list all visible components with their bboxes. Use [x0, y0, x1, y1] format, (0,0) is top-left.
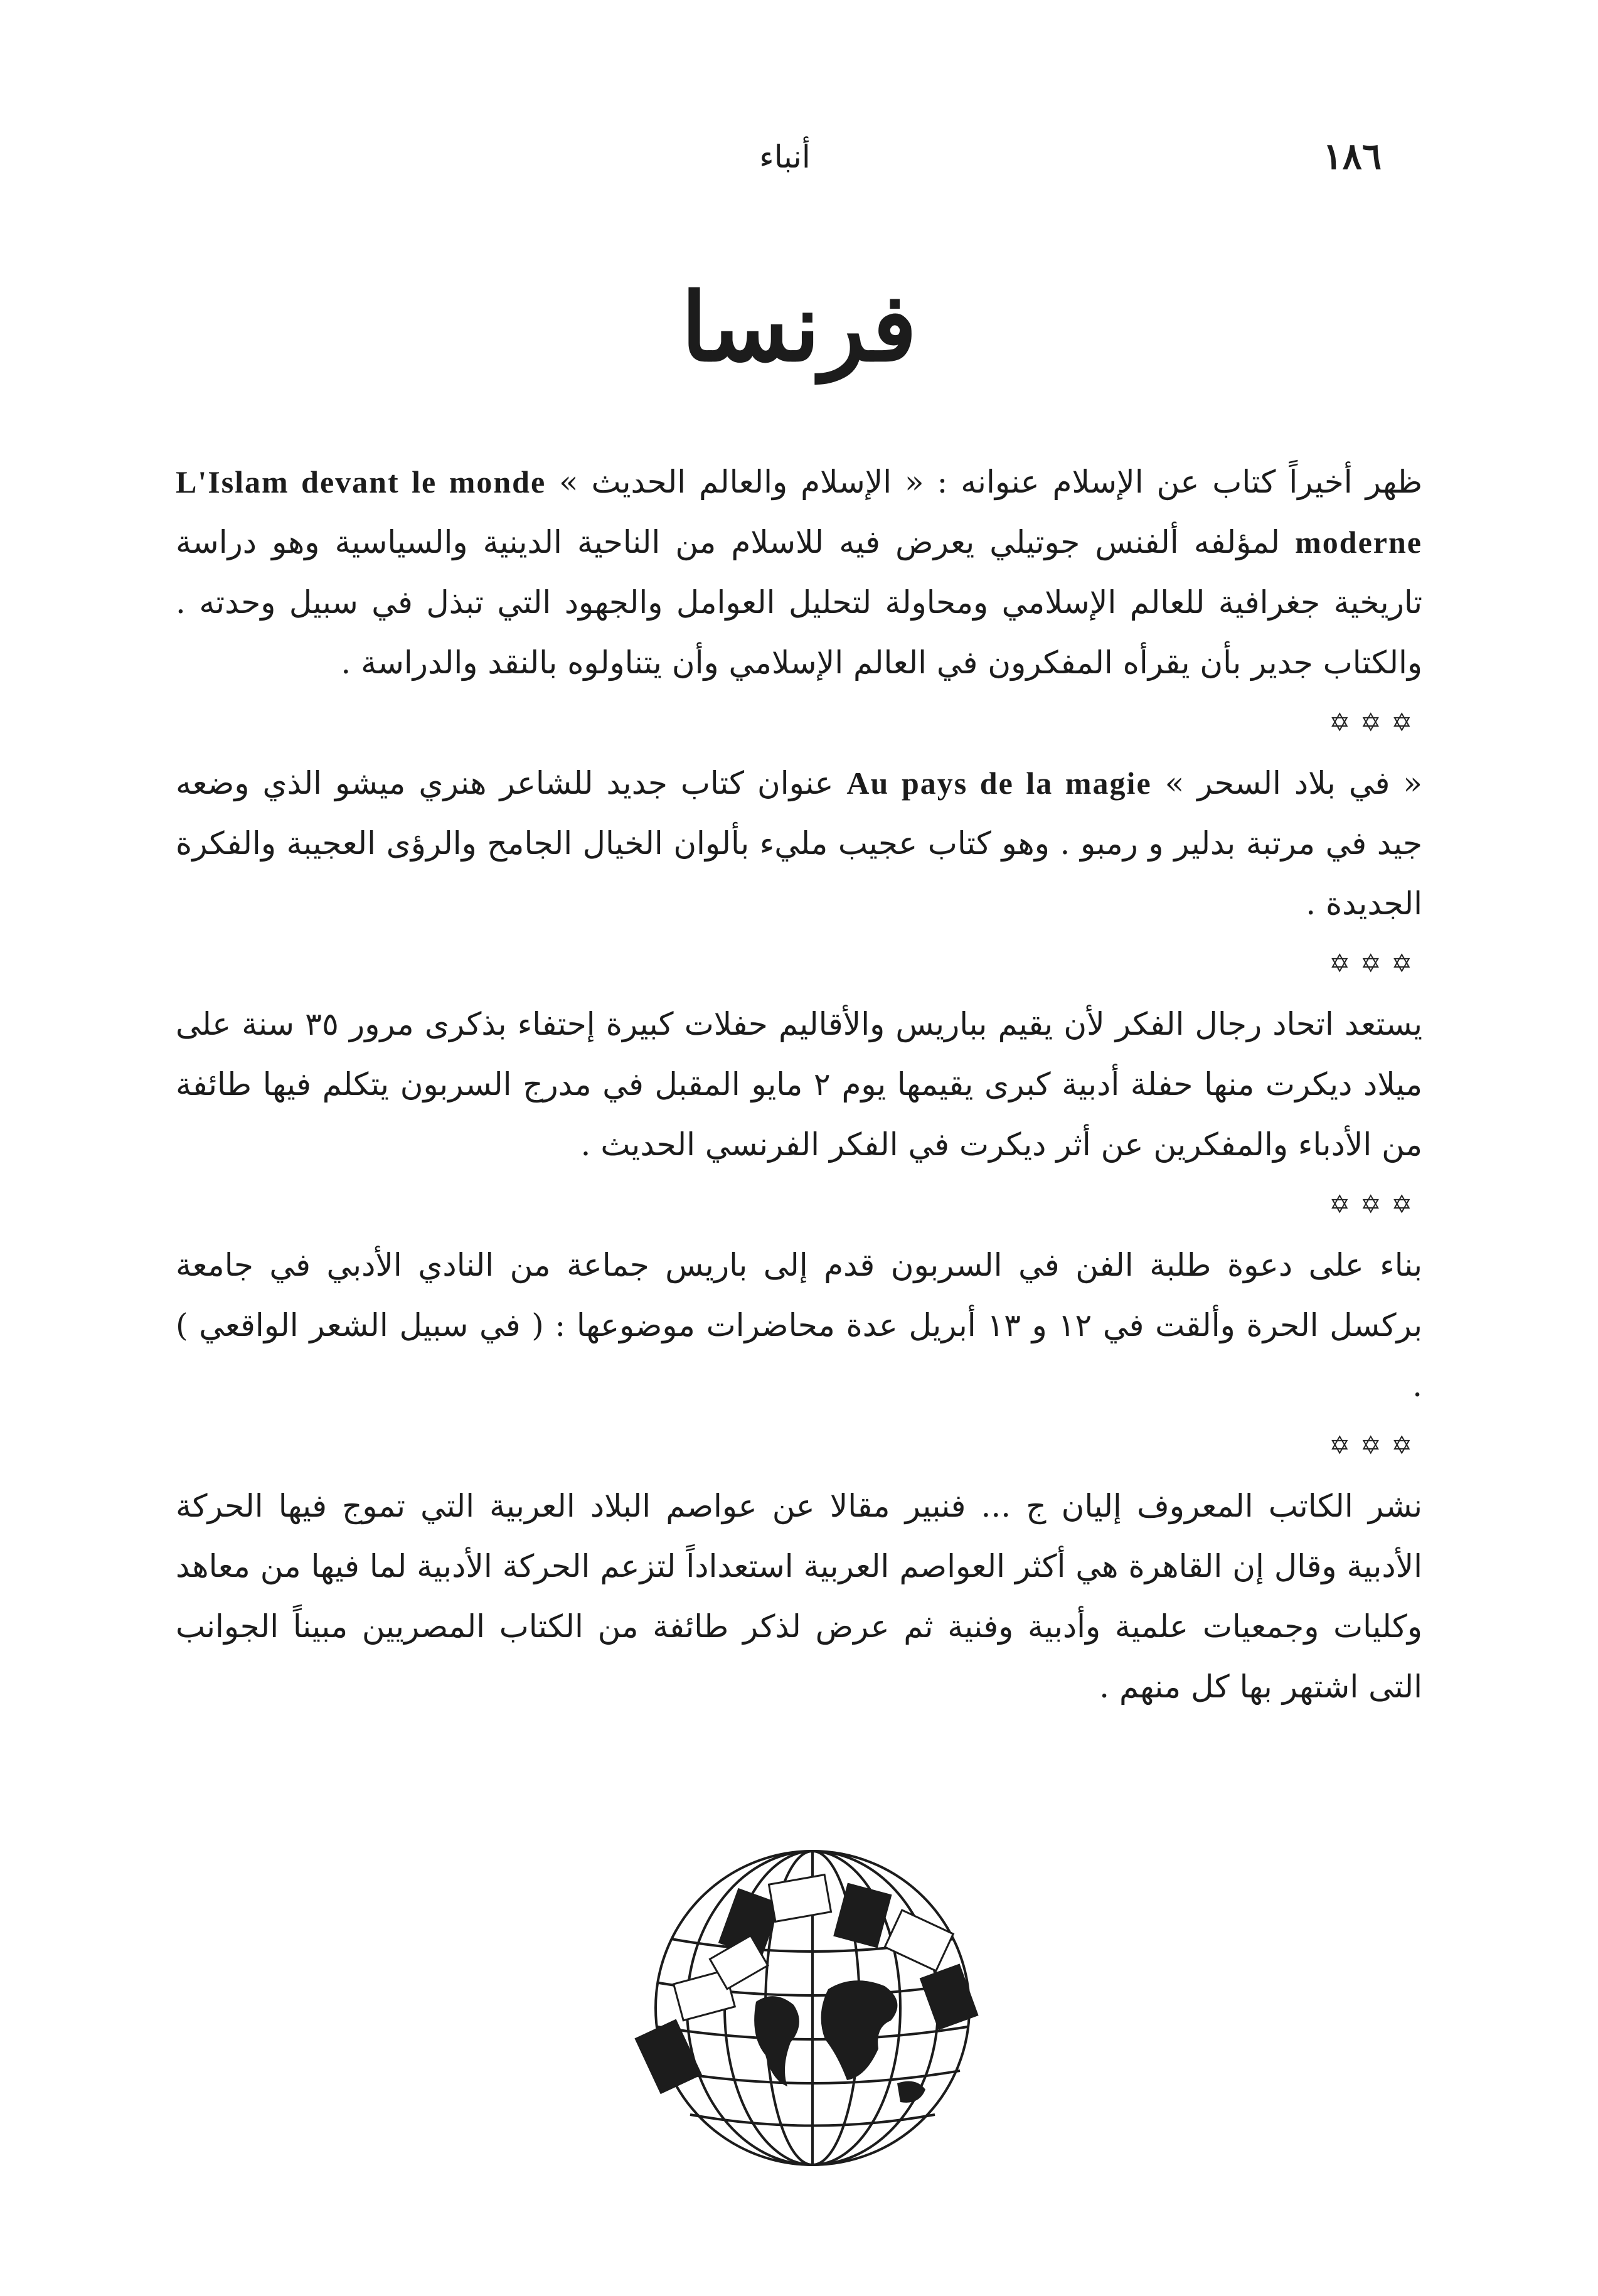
- running-head: أنباء: [759, 139, 811, 175]
- news-item-text: ظهر أخيراً كتاب عن الإسلام عنوانه : « الإسلام والعالم الحديث »: [546, 464, 1422, 500]
- page-header: [188, 135, 1382, 185]
- star-separator: ✡✡✡: [1329, 949, 1422, 978]
- news-item-text: عنوان كتاب جديد للشاعر هنري ميشو الذي وضعه جيد في مرتبة بدلير و رمبو . وهو كتاب عجيب مليء بألوان الخيال الجامح والرؤى العجيبة والفكرة الجديدة .: [176, 765, 1422, 922]
- news-item-arab-capitals: نشر الكاتب المعروف إليان ج ... فنبير مقالا عن عواصم البلاد العربية التي تموج فيها الحركة الأدبية وقال إن القاهرة هي أكثر العواصم العربية استعداداً لتزعم الحركة الأدبية لما فيها من معاهد وكليات وجمعيات علمية وأدبية وفنية ثم عرض لذكر طائفة من الكتاب المصريين مبيناً الجوانب التى اشتهر بها كل منهم .: [176, 1488, 1422, 1705]
- star-separator: ✡✡✡: [1329, 1190, 1422, 1219]
- star-separator: ✡✡✡: [1329, 1431, 1422, 1460]
- news-item-text: « في بلاد السحر »: [1151, 765, 1423, 801]
- news-body: [176, 452, 1422, 1717]
- star-separator: ✡✡✡: [1329, 708, 1422, 737]
- section-title: فرنسا: [681, 272, 917, 383]
- news-item-michaux-book: [176, 753, 1422, 934]
- book-title-latin: L'Islam devant le monde moderne: [176, 464, 1422, 560]
- page-number: ١٨٦: [1323, 135, 1382, 178]
- news-item-brussels-club: بناء على دعوة طلبة الفن في السربون قدم إلى باريس جماعة من النادي الأدبي في جامعة بركسل الحرة وألقت في ١٢ و ١٣ أبريل عدة محاضرات موضوعها : ( في سبيل الشعر الواقعي ) .: [176, 1247, 1422, 1404]
- globe-with-books-illustration: [602, 1820, 1010, 2184]
- news-item-islam-book: [176, 452, 1422, 693]
- news-item-descartes: يستعد اتحاد رجال الفكر لأن يقيم بباريس والأقاليم حفلات كبيرة إحتفاء بذكرى مرور ٣٥ سنة على ميلاد ديكرت منها حفلة أدبية كبرى يقيمها يوم ٢ مايو المقبل في مدرج السربون يتكلم فيها طائفة من الأدباء والمفكرين عن أثر ديكرت في الفكر الفرنسي الحديث .: [176, 1006, 1422, 1163]
- news-item-text: لمؤلفه ألفنس جوتيلي يعرض فيه للاسلام من الناحية الدينية والسياسية وهو دراسة تاريخية جغرافية للعالم الإسلامي ومحاولة لتحليل العوامل والجهود التي تبذل في سبيل وحدته . والكتاب جدير بأن يقرأه المفكرون في العالم الإسلامي وأن يتناولوه بالنقد والدراسة .: [176, 524, 1422, 681]
- book-icons: [636, 1875, 977, 2093]
- book-title-latin: Au pays de la magie: [846, 766, 1152, 801]
